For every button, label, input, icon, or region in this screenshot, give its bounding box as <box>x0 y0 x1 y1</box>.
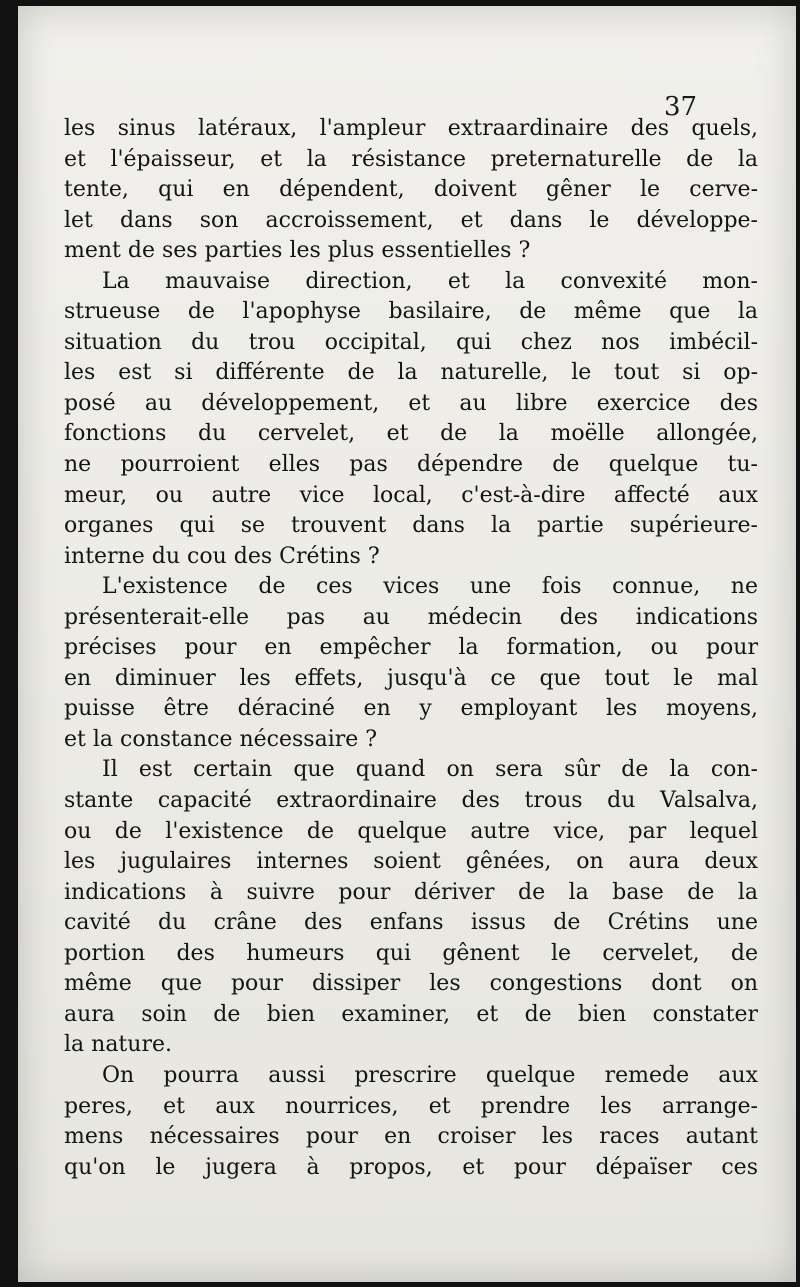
text-line: et la constance nécessaire ? <box>64 726 378 752</box>
text-line: Il est certain que quand on sera sûr de la con- <box>102 757 758 783</box>
text-line: portion des humeurs qui gênent le cervelet, de <box>64 940 758 966</box>
text-line: fonctions du cervelet, et de la moëlle allongée, <box>64 421 758 447</box>
text-line: On pourra aussi prescrire quelque remede aux <box>102 1062 758 1088</box>
text-line: aura soin de bien examiner, et de bien constater <box>64 1001 758 1027</box>
text-line: interne du cou des Crétins ? <box>64 543 380 569</box>
text-line: meur, ou autre vice local, c'est-à-dire affecté aux <box>64 482 758 508</box>
text-line: précises pour en empêcher la formation, ou pour <box>64 635 758 661</box>
text-line: posé au développement, et au libre exercice des <box>64 390 758 416</box>
page-number: 37 <box>664 92 698 122</box>
text-line: même que pour dissiper les congestions dont on <box>64 971 758 997</box>
body-text <box>64 114 758 1183</box>
text-line: les est si différente de la naturelle, le tout si op- <box>64 360 758 386</box>
text-line: organes qui se trouvent dans la partie supérieure- <box>64 513 758 539</box>
text-line: strueuse de l'apophyse basilaire, de même que la <box>64 299 758 325</box>
text-line: présenterait-elle pas au médecin des indications <box>64 604 758 630</box>
text-line: situation du trou occipital, qui chez nos imbécil- <box>64 329 758 355</box>
text-line: ou de l'existence de quelque autre vice, par lequel <box>64 818 758 844</box>
text-line: peres, et aux nourrices, et prendre les arrange- <box>64 1093 758 1119</box>
text-line: puisse être déraciné en y employant les moyens, <box>64 696 758 722</box>
text-line: tente, qui en dépendent, doivent gêner le cerve- <box>64 177 758 203</box>
text-line: let dans son accroissement, et dans le développe- <box>64 207 758 233</box>
book-page <box>18 6 796 1282</box>
text-line: en diminuer les effets, jusqu'à ce que tout le mal <box>64 665 758 691</box>
text-line: indications à suivre pour dériver de la base de la <box>64 879 758 905</box>
text-line: stante capacité extraordinaire des trous du Valsalva, <box>64 788 758 814</box>
text-line: L'existence de ces vices une fois connue, ne <box>102 574 758 600</box>
text-line: ne pourroient elles pas dépendre de quelque tu- <box>64 452 758 478</box>
text-line: mens nécessaires pour en croiser les races autant <box>64 1124 758 1150</box>
text-line: cavité du crâne des enfans issus de Crétins une <box>64 910 758 936</box>
text-line: qu'on le jugera à propos, et pour dépaïser ces <box>64 1154 758 1180</box>
text-line: et l'épaisseur, et la résistance preternaturelle de la <box>64 146 758 172</box>
text-line: ment de ses parties les plus essentielles ? <box>64 238 531 264</box>
text-line: les sinus latéraux, l'ampleur extraardinaire des quels, <box>64 116 758 141</box>
text-line: la nature. <box>64 1032 172 1058</box>
text-line: La mauvaise direction, et la convexité mon- <box>102 268 758 294</box>
text-line: les jugulaires internes soient gênées, on aura deux <box>64 849 758 875</box>
